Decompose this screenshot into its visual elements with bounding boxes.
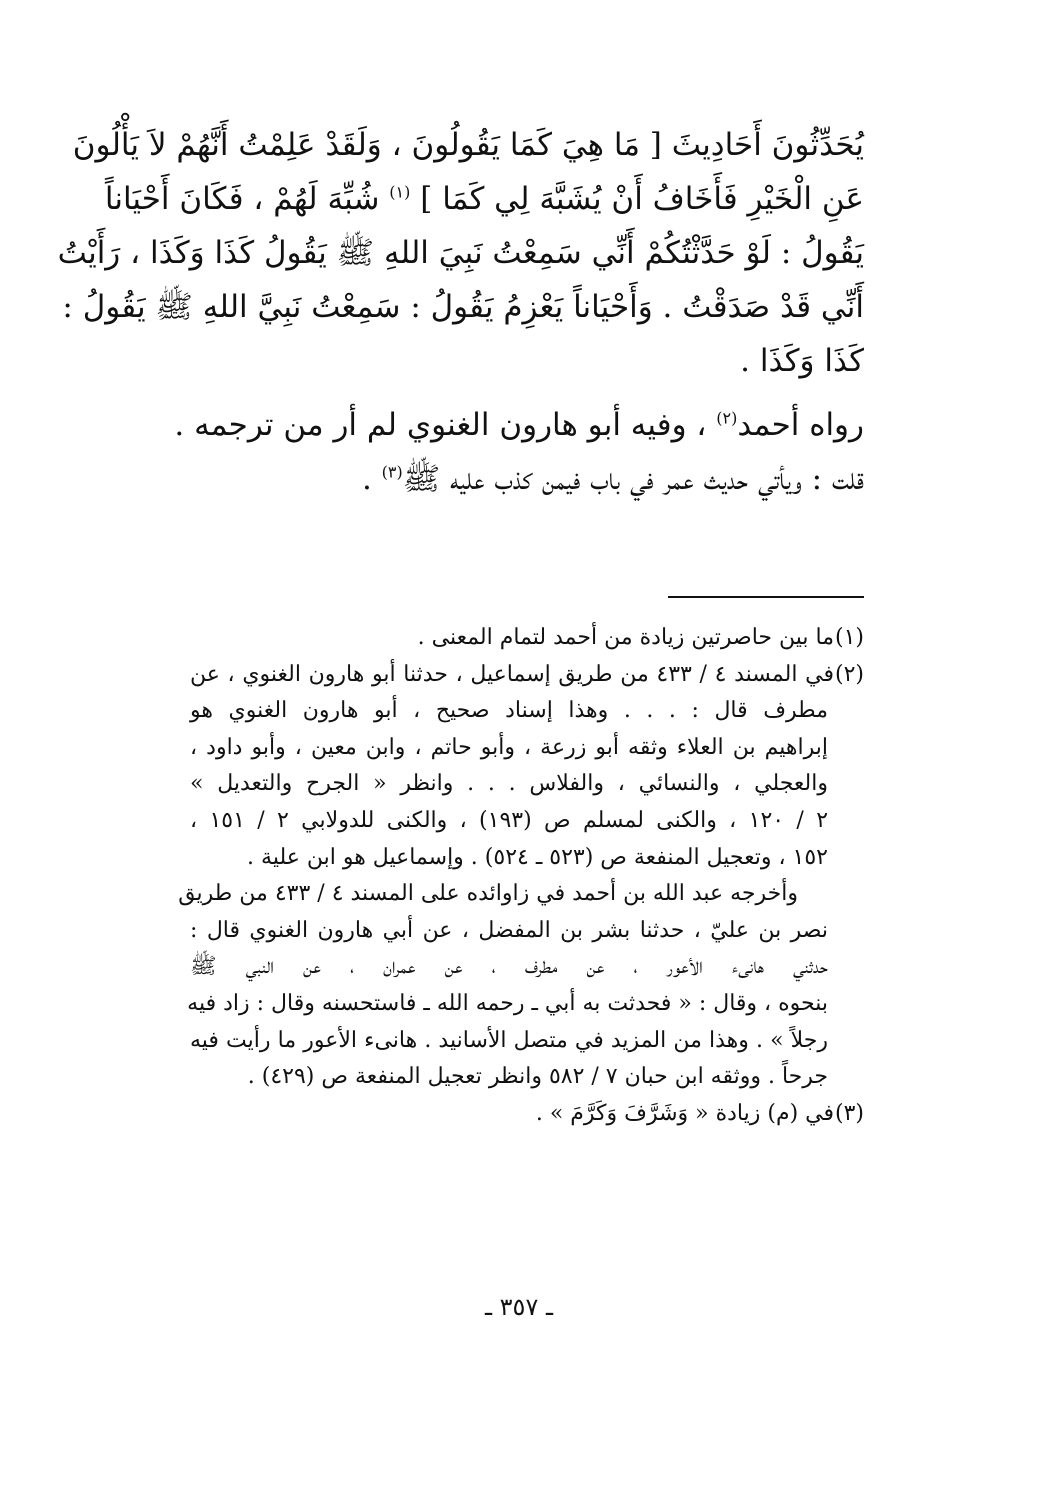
footnotes [178, 620, 864, 1132]
footnote-2-line-2: مطرف قال : . . . وهذا إسناد صحيح ، أبو هارون الغنوي هو [190, 698, 828, 724]
footnote-ref-2[interactable]: (٢) [716, 408, 738, 428]
comment-text-b: . [361, 461, 372, 497]
main-line-2 [104, 172, 864, 226]
footnote-3 [190, 1096, 864, 1133]
narration-text-b: ، وفيه أبو هارون الغنوي لم أر من ترجمه . [174, 407, 707, 443]
footnote-2-line-8: نصر بن عليّ ، حدثنا بشر بن المفضل ، عن أبي هارون الغنوي قال : [190, 917, 828, 943]
main-line-5: كَذَا وَكَذَا . [740, 343, 864, 379]
footnote-2-first: في المسند ٤ / ٤٣٣ من طريق إسماعيل ، حدثنا أبو هارون الغنوي ، عن [190, 661, 834, 687]
footnote-2-line-10: بنحوه ، وقال : « فحدثت به أبي ـ رحمه الله ـ فاستحسنه وقال : زاد فيه [187, 990, 828, 1016]
footnote-3-text: في (م) زيادة « وَشَرَّفَ وَكَرَّمَ » . [535, 1100, 834, 1126]
main-line-2-tail: شُبِّهَ لَهُمْ ، فَكَانَ أَحْيَاناً [104, 181, 380, 217]
main-line-3: يَقُولُ : لَوْ حَدَّثْتُكُمْ أَنِّي سَمِعْتُ نَبِيَ اللهِ ﷺ يَقُولُ كَذَا وَكَذَا ، رَأَيْتُ [57, 235, 864, 271]
footnote-1 [190, 620, 864, 657]
footnote-ref-3[interactable]: (٣) [381, 462, 403, 482]
narration-paragraph [174, 398, 864, 452]
footnote-1-text: ما بين حاصرتين زيادة من أحمد لتمام المعنى . [417, 625, 834, 650]
footnote-2-line-3: إبراهيم بن العلاء وثقه أبو زرعة ، وأبو حاتم ، وابن معين ، وأبو داود ، [190, 734, 828, 760]
footnote-2-line-6: ١٥٢ ، وتعجيل المنفعة ص (٥٢٣ ـ ٥٢٤) . وإسماعيل هو ابن علية . [247, 844, 828, 870]
footnote-2-line-4: والعجلي ، والنسائي ، والفلاس . . . وانظر « الجرح والتعديل » [190, 771, 828, 797]
footnote-2-line-11: رجلاً » . وهذا من المزيد في متصل الأسانيد . هانىء الأعور ما رأيت فيه [190, 1027, 828, 1053]
page-number: ـ ٣٥٧ ـ [484, 1293, 553, 1321]
footnote-2-number: (٢) [834, 661, 864, 687]
main-line-2-text: عَنِ الْخَيْرِ فَأَخَافُ أَنْ يُشَبَّهَ لِي كَمَا ] [420, 181, 864, 217]
footnote-2-line-7: وأخرجه عبد الله بن أحمد في زاوائده على المسند ٤ / ٤٣٣ من طريق [178, 881, 798, 907]
footnote-2-line-5: ٢ / ١٢٠ ، والكنى لمسلم ص (١٩٣) ، والكنى للدولابي ٢ / ١٥١ ، [190, 807, 829, 833]
footnote-2-line-1 [190, 657, 864, 694]
footnote-3-number: (٣) [834, 1100, 864, 1126]
footnote-2-line-12: جرحاً . ووثقه ابن حبان ٧ / ٥٨٢ وانظر تعجيل المنفعة ص (٤٢٩) . [247, 1064, 828, 1090]
footnote-2-line-9: حدثني هانىء الأعور ، عن مطرف ، عن عمران ، عن النبي ﷺ [190, 954, 828, 980]
narration-text-a: رواه أحمد [737, 407, 864, 443]
footnote-separator [668, 596, 864, 598]
main-text [57, 118, 864, 506]
main-line-1: يُحَدِّثُونَ أَحَادِيثَ [ مَا هِيَ كَمَا يَقُولُونَ ، وَلَقَدْ عَلِمْتُ أَنَّهُمْ لاَ يَأْلُونَ [72, 127, 864, 163]
footnote-1-number: (١) [834, 625, 864, 650]
footnote-ref-1[interactable]: (١) [389, 182, 411, 202]
comment-text-a: قلت : ويأتي حديث عمر في باب فيمن كذب عليه ﷺ [402, 461, 864, 497]
comment-paragraph [190, 452, 864, 506]
main-line-4: أَنِّي قَدْ صَدَقْتُ . وَأَحْيَاناً يَعْزِمُ يَقُولُ : سَمِعْتُ نَبِيَّ اللهِ ﷺ يَقُولُ : [62, 289, 864, 325]
